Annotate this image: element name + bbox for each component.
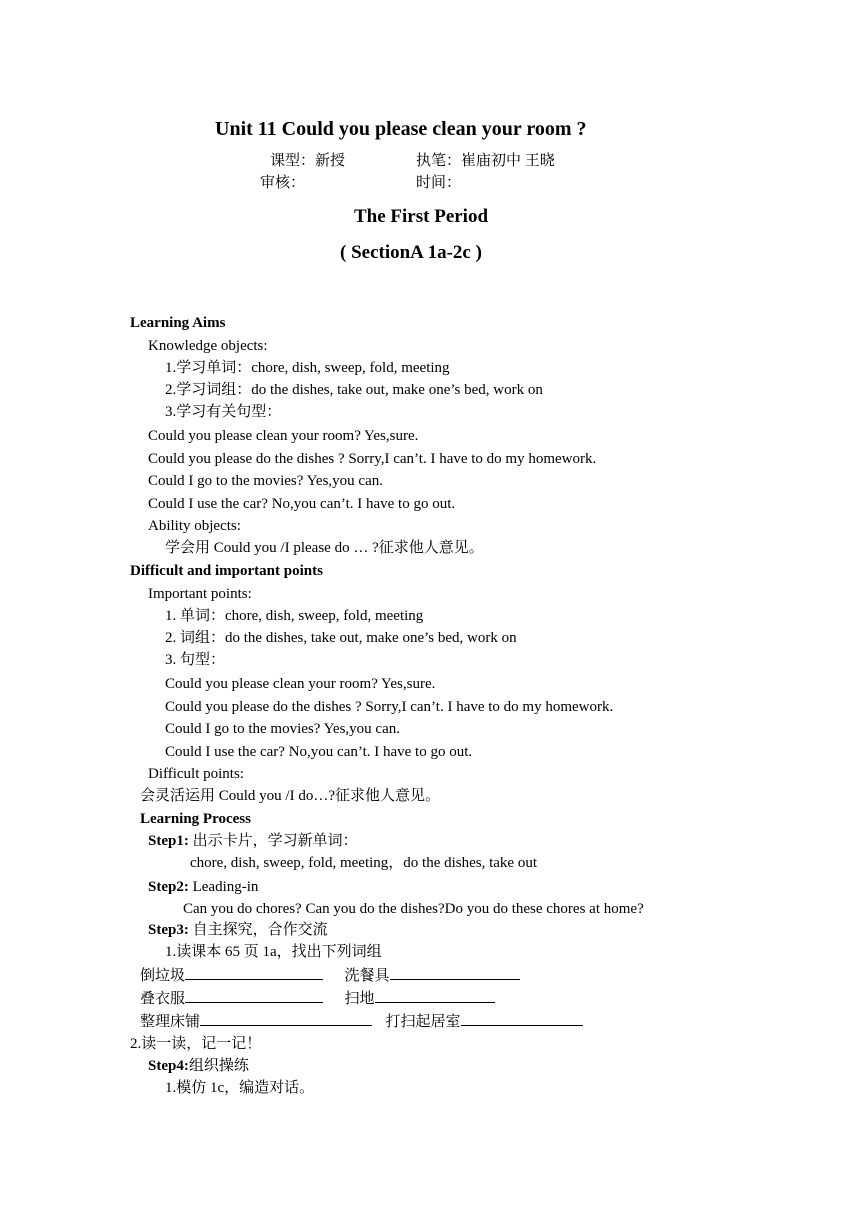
step4-label: Step4: [148, 1058, 189, 1074]
blank-label-6: 打扫起居室 [385, 1014, 461, 1030]
aims-sentence-3: Could I go to the movies? Yes,you can. [148, 473, 383, 489]
step4-text: 组织操练 [188, 1058, 249, 1074]
aims-heading: Learning Aims [130, 315, 226, 331]
important-item-3: 3. 句型： [165, 652, 226, 668]
difficult-text: 会灵活运用 Could you /I do…?征求他人意见。 [140, 788, 440, 804]
points-sentence-4: Could I use the car? No,you can’t. I have to go out. [165, 744, 473, 760]
step4-task: 1.模仿 1c，编造对话。 [165, 1080, 315, 1096]
author: 执笔：崔庙初中 王晓 [416, 153, 555, 169]
read-remember: 2.读一读，记一记！ [130, 1036, 262, 1052]
points-sentence-3: Could I go to the movies? Yes,you can. [165, 721, 400, 737]
page-title: Unit 11 Could you please clean your room ? [215, 118, 587, 140]
blank-label-4: 扫地 [344, 991, 375, 1007]
knowledge-heading: Knowledge objects: [148, 338, 268, 354]
aims-sentence-4: Could I use the car? No,you can’t. I have to go out. [148, 496, 456, 512]
points-sentence-1: Could you please clean your room? Yes,sure. [165, 676, 436, 692]
blank-label-3: 叠衣服 [140, 991, 186, 1007]
knowledge-item-3: 3.学习有关句型： [165, 404, 282, 420]
course-type: 课型：新授 [270, 153, 346, 169]
time-label: 时间： [416, 175, 462, 191]
reviewer: 审核： [260, 175, 306, 191]
points-heading: Difficult and important points [130, 563, 323, 579]
step3 [148, 920, 328, 940]
step2 [148, 877, 258, 897]
blank-label-2: 洗餐具 [344, 968, 390, 984]
important-item-2: 2. 词组：do the dishes, take out, make one’s bed, work on [165, 630, 517, 646]
knowledge-item-2: 2.学习词组：do the dishes, take out, make one’s bed, work on [165, 382, 543, 398]
aims-sentence-2: Could you please do the dishes ? Sorry,I can’t. I have to do my homework. [148, 451, 597, 467]
step3-text: 自主探究，合作交流 [188, 922, 328, 938]
blank-label-1: 倒垃圾 [140, 968, 186, 984]
step3-task: 1.读课本 65 页 1a，找出下列词组 [165, 944, 382, 960]
aims-sentence-1: Could you please clean your room? Yes,sure. [148, 428, 419, 444]
section-title: ( SectionA 1a-2c ) [340, 242, 482, 263]
step1 [148, 831, 358, 851]
ability-heading: Ability objects: [148, 518, 241, 534]
difficult-heading: Difficult points: [148, 766, 244, 782]
period-title: The First Period [354, 206, 489, 227]
answer-blank-6[interactable] [461, 1011, 583, 1026]
important-item-1: 1. 单词：chore, dish, sweep, fold, meeting [165, 608, 424, 624]
process-heading: Learning Process [140, 811, 251, 827]
fill-blank-row-1 [140, 965, 520, 986]
step4 [148, 1056, 249, 1076]
ability-text: 学会用 Could you /I please do … ?征求他人意见。 [165, 540, 484, 556]
step1-text: 出示卡片，学习新单词： [188, 833, 358, 849]
knowledge-item-1: 1.学习单词：chore, dish, sweep, fold, meeting [165, 360, 450, 376]
points-sentence-2: Could you please do the dishes ? Sorry,I can’t. I have to do my homework. [165, 699, 614, 715]
answer-blank-1[interactable] [185, 965, 323, 980]
answer-blank-3[interactable] [185, 988, 323, 1003]
step2-questions: Can you do chores? Can you do the dishes?Do you do these chores at home? [183, 901, 644, 917]
answer-blank-4[interactable] [375, 988, 495, 1003]
answer-blank-5[interactable] [200, 1011, 372, 1026]
important-heading: Important points: [148, 586, 252, 602]
step2-label: Step2: [148, 879, 189, 895]
blank-label-5: 整理床铺 [140, 1014, 201, 1030]
step2-text: Leading-in [188, 879, 259, 895]
step1-words: chore, dish, sweep, fold, meeting，do the dishes, take out [190, 855, 538, 871]
answer-blank-2[interactable] [390, 965, 520, 980]
step1-label: Step1: [148, 833, 189, 849]
step3-label: Step3: [148, 922, 189, 938]
fill-blank-row-2 [140, 988, 495, 1009]
fill-blank-row-3 [140, 1011, 583, 1032]
